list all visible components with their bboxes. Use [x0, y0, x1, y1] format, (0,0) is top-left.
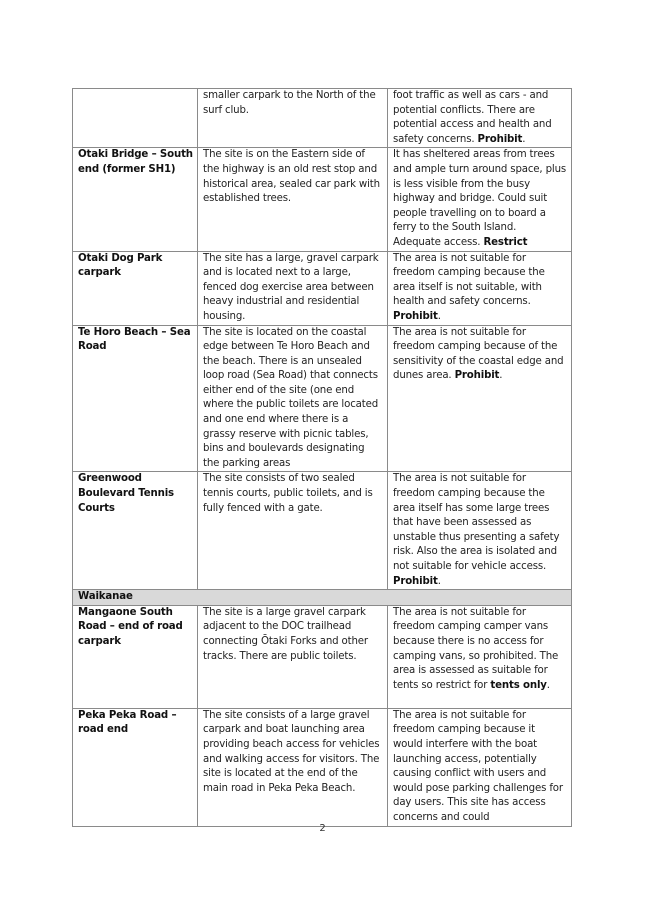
site-assessment: The area is not suitable for freedom camping camper vans because there is no access for camping vans, so prohibited. The area is assessed as suitable for tents so restrict for tents only.	[388, 605, 572, 708]
site-name: Greenwood Boulevard Tennis Courts	[73, 472, 198, 590]
table-row	[73, 605, 572, 708]
site-name	[73, 89, 198, 148]
site-description: The site consists of a large gravel carpark and boat launching area providing beach access for vehicles and walking access for visitors. The site is located at the end of the main road in Peka Peka Beach.	[198, 708, 388, 826]
decision: Prohibit	[393, 310, 438, 322]
decision: Prohibit	[454, 370, 500, 382]
site-description: The site is located on the coastal edge between Te Horo Beach and the beach. There is an unsealed loop road (Sea Road) that connects either end of the site (one end where the public toilets are located and one end where there is a grassy reserve with picnic tables, bins and boulevards designating the parking areas	[198, 325, 388, 472]
site-description: The site is on the Eastern side of the highway is an old rest stop and historical area, sealed car park with established trees.	[198, 148, 388, 251]
site-name: Ōtaki Bridge – South end (former SH1)	[73, 148, 198, 251]
decision: Prohibit	[393, 575, 438, 587]
page-number: 2	[319, 823, 326, 834]
site-assessment: The area is not suitable for freedom camping because the area itself has some large trees that have been assessed as unstable thus presenting a safety risk. Also the area is isolated and not suitable for vehicle access. Prohibit.	[388, 472, 572, 590]
site-name: Mangaone South Road – end of road carpark	[73, 605, 198, 708]
section-header-row	[73, 590, 572, 606]
site-assessment: The area is not suitable for freedom camping because the area itself is not suitable, with health and safety concerns. Prohibit.	[388, 251, 572, 325]
site-description: The site is a large gravel carpark adjacent to the DOC trailhead connecting Ōtaki Forks and other tracks. There are public toilets.	[198, 605, 388, 708]
table-row	[73, 472, 572, 590]
decision: Prohibit	[477, 133, 523, 145]
table-row	[73, 708, 572, 826]
decision: tents only	[490, 679, 547, 691]
site-assessment: It has sheltered areas from trees and ample turn around space, plus is less visible from the busy highway and bridge. Could suit people travelling on to board a ferry to the South Island. Adequate access. Restrict	[388, 148, 572, 251]
table-row	[73, 89, 572, 148]
site-assessment: The area is not suitable for freedom camping because of the sensitivity of the coastal edge and dunes area. Prohibit.	[388, 325, 572, 472]
table-row	[73, 325, 572, 472]
table-row	[73, 251, 572, 325]
site-assessment: The area is not suitable for freedom camping because it would interfere with the boat launching access, potentially causing conflict with users and would pose parking challenges for day users. This site has access concerns and could	[388, 708, 572, 826]
site-name: Te Horo Beach – Sea Road	[73, 325, 198, 472]
site-name: Ōtaki Dog Park carpark	[73, 251, 198, 325]
site-description: The site has a large, gravel carpark and is located next to a large, fenced dog exercise area between heavy industrial and residential housing.	[198, 251, 388, 325]
site-assessment: foot traffic as well as cars - and potential conflicts. There are potential access and health and safety concerns. Prohibit.	[388, 89, 572, 148]
site-description: The site consists of two sealed tennis courts, public toilets, and is fully fenced with a gate.	[198, 472, 388, 590]
site-description: smaller carpark to the North of the surf club.	[198, 89, 388, 148]
section-title: Waikanae	[73, 590, 572, 606]
decision: Restrict	[483, 236, 528, 248]
site-name: Peka Peka Road – road end	[73, 708, 198, 826]
table-row	[73, 148, 572, 251]
freedom-camping-sites-table	[72, 88, 572, 827]
